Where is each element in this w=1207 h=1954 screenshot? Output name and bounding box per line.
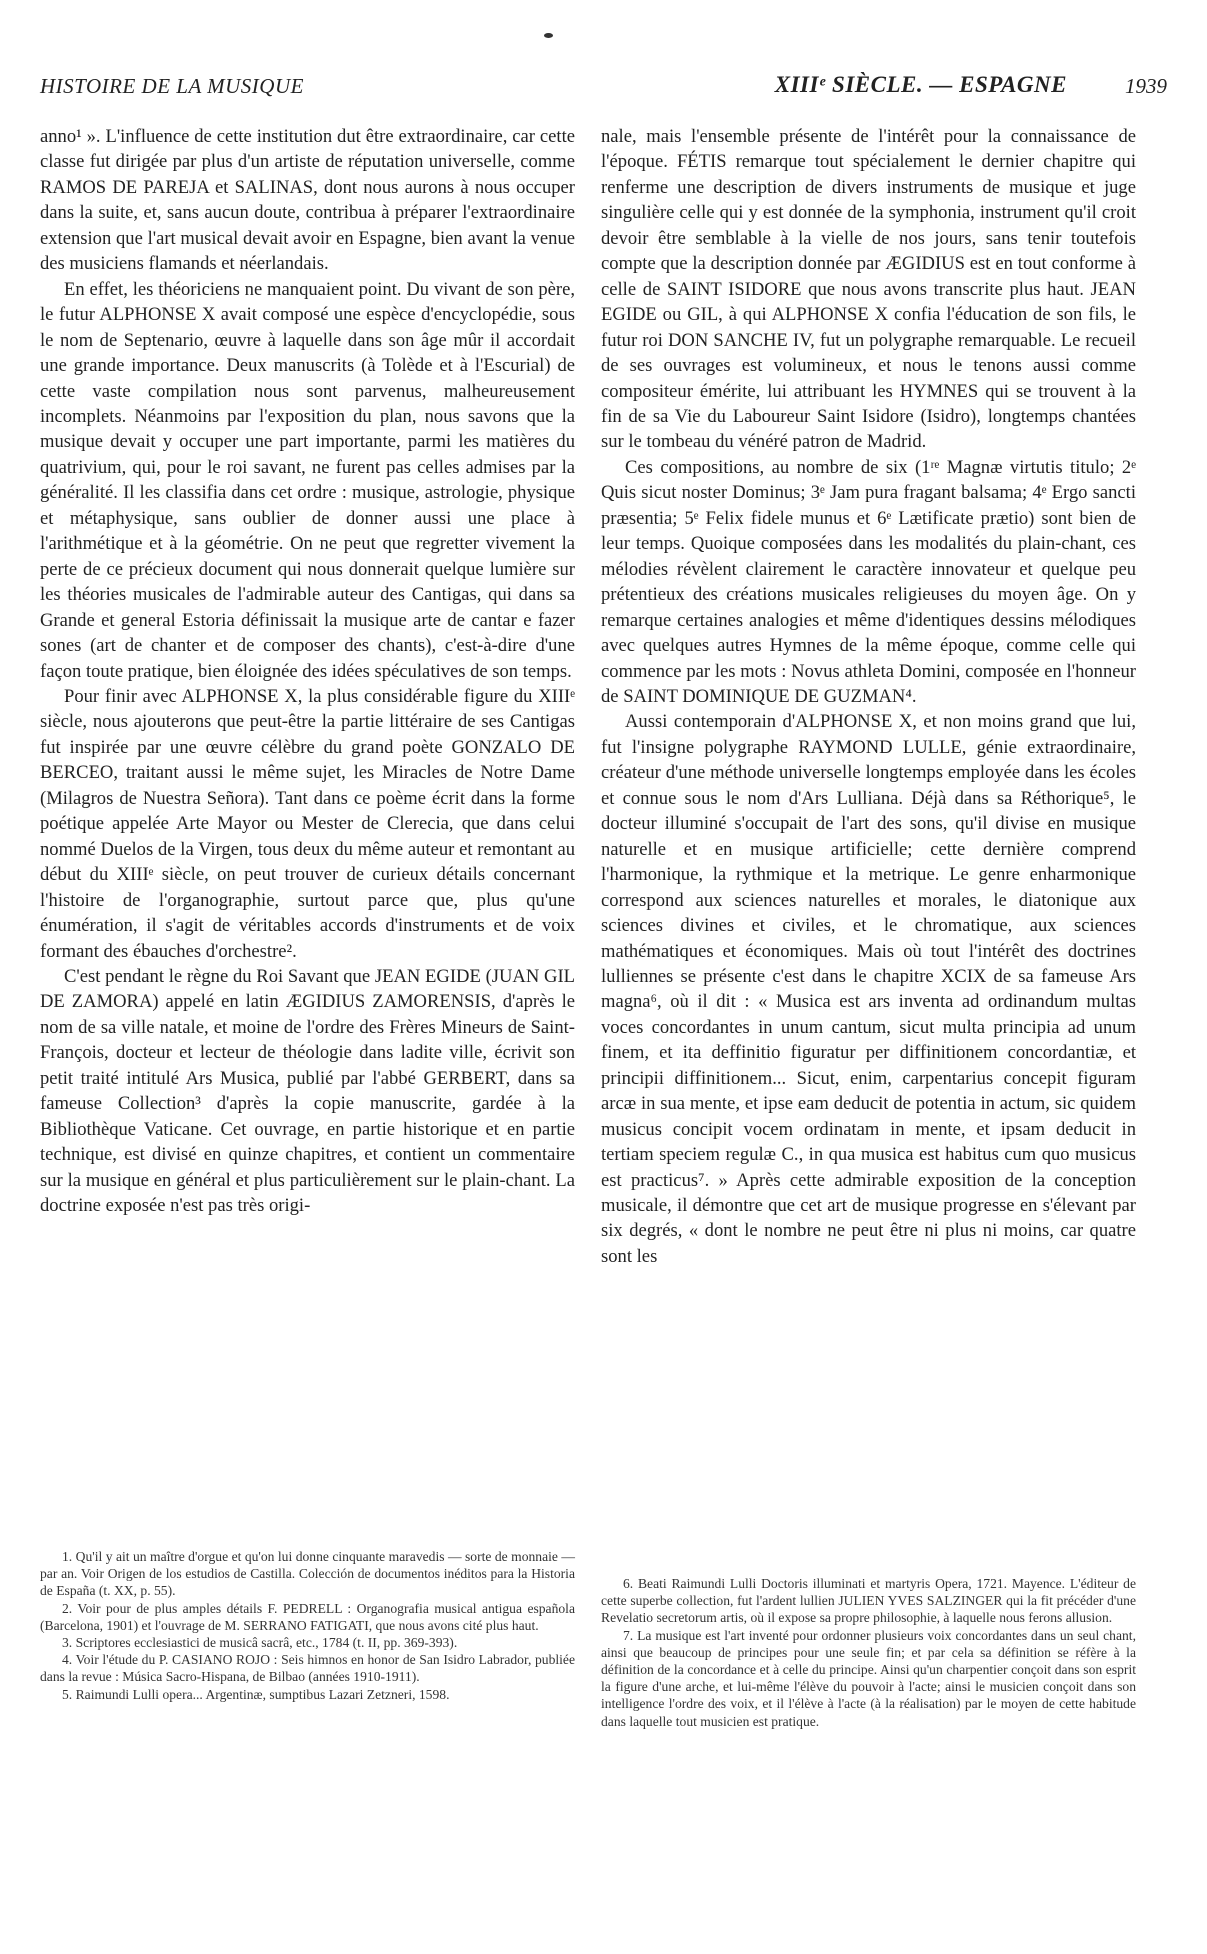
body-paragraph: En effet, les théoriciens ne manquaient point. Du vivant de son père, le futur ALPHONSE X avait composé une espèce d'encyclopédie, sous le nom de Septenario, œuvre à laquelle dans son âge mûr il accordait une grande importance. Deux manuscrits (à Tolède et à l'Escurial) de cette vaste compilation nous sont parvenus, malheureusement incomplets. Néanmoins par l'exposition du plan, nous savons que la musique devait y occuper une part importante, parmi les matières du quatrivium, qui, pour le roi savant, ne furent pas celles admises par la généralité. Il les classifia dans cet ordre : musique, astrologie, physique et métaphysique, sans oublier de donner aussi une place à l'arithmétique et à la géométrie. On ne peut que regretter vivement la perte de ce précieux document qui nous donnerait quelque lumière sur les théories musicales de l'admirable auteur des Cantigas, qui dans sa Grande et general Estoria définissait la musique arte de cantar e fazer sones (art de chanter et de composer des chants), c'est-à-dire d'une façon toute pratique, bien éloignée des idées spéculatives de son temps. [40,278,575,682]
footnotes-right [601,1575,1136,1730]
right-text-column [601,124,1136,1552]
running-header [40,72,1167,104]
footnotes-left [40,1548,575,1703]
footnote: 7. La musique est l'art inventé pour ordonner plusieurs voix concordantes dans un seul chant, ainsi que beaucoup de principes pour une seule fin; et par cela sa définition se réfère à la définition de la concordance et à celle du principe. Ainsi qu'un charpentier conçoit dans son esprit la figure d'une arche, et lui-même l'élève du pouvoir à l'acte; ainsi le musicien conçoit dans son intelligence l'ordre des voix, et il l'élève à l'acte (à la réalisation) par le moyen de cette habitude dans laquelle tout musicien est pratique. [601,1627,1136,1729]
footnote: 2. Voir pour de plus amples détails F. PEDRELL : Organografia musical antigua española (Barcelona, 1901) et l'ouvrage de M. SERRANO FATIGATI, que nous avons cité plus haut. [40,1600,575,1633]
page-number: 1939 [1125,74,1167,98]
footnote: 3. Scriptores ecclesiastici de musicâ sacrâ, etc., 1784 (t. II, pp. 369-393). [62,1635,458,1651]
left-text-column [40,124,575,1520]
body-paragraph: Aussi contemporain d'ALPHONSE X, et non moins grand que lui, fut l'insigne polygraphe RAYMOND LULLE, génie extraordinaire, créateur d'une méthode universelle longtemps employée dans les écoles et connue sous le nom d'Ars Lulliana. Déjà dans sa Réthorique⁵, le docteur illuminé s'occupait de l'art des sons, qu'il divise en musique naturelle et en musique artificielle; cette dernière comprend l'harmonique, la rythmique et la metrique. Le genre enharmonique correspond aux sciences naturelles et morales, le diatonique aux sciences divines et civiles, et le chromatique, aux sciences mathématiques et économiques. Mais où tout l'intérêt des doctrines lulliennes se présente c'est dans le chapitre XCIX de sa fameuse Ars magna⁶, où il dit : « Musica est ars inventa ad ordinandum multas voces concordantes in unum cantum, sicut multa principia ad unum finem, et ita deffinitio figuratur per diffinitionem concordantiæ, et principii diffinitionem... Sicut, enim, carpentarius concepit figuram arcæ in sua mente, et ipse eam deducit de potentia in actum, sic quidem musicus concipit vocem ordinatam in mente, et ipsam deducit in tertiam speciem regulæ C., in qua musica est habitus cum quo musicus est practicus⁷. » Après cette admirable exposition de la conception musicale, il démontre que cet art de musique progresse en s'élevant par six degrés, « dont le nombre ne peut être ni plus ni moins, car quatre sont les [601,711,1136,1267]
body-paragraph: nale, mais l'ensemble présente de l'intérêt pour la connaissance de l'époque. FÉTIS remarque tout spécialement le dernier chapitre qui renferme une description de divers instruments de musique et juge singulière celle qui y est donnée de la symphonia, instrument qu'il croit devoir être semblable à la vielle de nos jours, sans tenir toutefois compte que la description donnée par ÆGIDIUS est en tout conforme à celle de SAINT ISIDORE que nous avons transcrite plus haut. JEAN EGIDE ou GIL, à qui ALPHONSE X confia l'éducation de son fils, le futur roi DON SANCHE IV, fut un polygraphe remarquable. Le recueil de ses ouvrages est volumineux, et nous le tenons aussi comme compositeur émérite, lui attribuant les HYMNES qui se trouvent à la fin de sa Vie du Laboureur Saint Isidore (Isidro), longtemps chantées sur le tombeau du vénéré patron de Madrid. [601,126,1136,453]
body-paragraph: Ces compositions, au nombre de six (1ʳᵉ Magnæ virtutis titulo; 2ᵉ Quis sicut noster Dominus; 3ᵉ Jam pura fragant balsama; 4ᵉ Ergo sancti præsentia; 5ᵉ Felix fidele munus et 6ᵉ Lætificate prætio) sont bien de leur temps. Quoique composées dans les modalités du plain-chant, ces mélodies révèlent clairement le caractère innovateur et quelque peu prétentieux des créations musicales religieuses du moyen âge. On y remarque certaines analogies et même d'identiques dessins mélodiques avec quelques autres Hymnes de la même époque, comme celle qui commence par les mots : Novus athleta Domini, composée en l'honneur de SAINT DOMINIQUE DE GUZMAN⁴. [601,456,1136,707]
body-paragraph: C'est pendant le règne du Roi Savant que JEAN EGIDE (JUAN GIL DE ZAMORA) appelé en latin ÆGIDIUS ZAMORENSIS, d'après le nom de sa ville natale, et moine de l'ordre des Frères Mineurs de Saint-François, docteur et lecteur de théologie dans ladite ville, écrivit son petit traité intitulé Ars Musica, publié par l'abbé GERBERT, dans sa fameuse Collection³ d'après la copie manuscrite, gardée à la Bibliothèque Vaticane. Cet ouvrage, en partie historique et en partie technique, est divisé en quinze chapitres, et contient un commentaire sur la musique en général et plus particulièrement sur le plain-chant. La doctrine exposée n'est pas très origi- [40,965,575,1217]
body-paragraph: Pour finir avec ALPHONSE X, la plus considérable figure du XIIIᵉ siècle, nous ajouterons que peut-être la partie littéraire de ses Cantigas fut inspirée par une œuvre célèbre du grand poète GONZALO DE BERCEO, traitant aussi le même sujet, les Miracles de Notre Dame (Milagros de Nuestra Señora). Tant dans ce poème écrit dans la forme poétique appelée Arte Mayor ou Mester de Clerecia, que dans celui nommé Duelos de la Virgen, tous deux du même auteur et remontant au début du XIIIᵉ siècle, on peut trouver de curieux détails concernant l'histoire de l'organographie, surtout parce que, plus qu'une énumération, il s'agit de véritables accords d'instruments et de voix formant des ébauches d'orchestre². [40,685,575,962]
header-book-title: HISTOIRE DE LA MUSIQUE [40,74,304,98]
header-chapter-title: XIIIᵉ SIÈCLE. — ESPAGNE [774,72,1067,97]
footnote: 1. Qu'il y ait un maître d'orgue et qu'on lui donne cinquante maravedis — sorte de monnaie — par an. Voir Origen de los estudios de Castilla. Colección de documentos inéditos para la Historia de España (t. XX, p. 55). [40,1549,575,1599]
body-paragraph: anno¹ ». L'influence de cette institution dut être extraordinaire, car cette classe fut dirigée par plus d'un artiste de réputation universelle, comme RAMOS DE PAREJA et SALINAS, dont nous aurons à nous occuper dans la suite, et, sans aucun doute, contribua à préparer l'extraordinaire extension que l'art musical devait avoir en Espagne, bien avant la venue des musiciens flamands et néerlandais. [40,126,575,275]
footnote: 5. Raimundi Lulli opera... Argentinæ, sumptibus Lazari Zetzneri, 1598. [62,1686,450,1702]
footnote: 4. Voir l'étude du P. CASIANO ROJO : Seis himnos en honor de San Isidro Labrador, publiée dans la revue : Música Sacro-Hispana, de Bilbao (années 1910-1911). [40,1652,575,1685]
printer-mark [544,33,553,38]
footnote: 6. Beati Raimundi Lulli Doctoris illuminati et martyris Opera, 1721. Mayence. L'éditeur de cette superbe collection, fut l'ardent lullien JULIEN YVES SALZINGER qui la fit précéder d'une Revelatio secretorum artis, où il expose sa propre philosophie, à laquelle nous ferons allusion. [601,1576,1136,1626]
